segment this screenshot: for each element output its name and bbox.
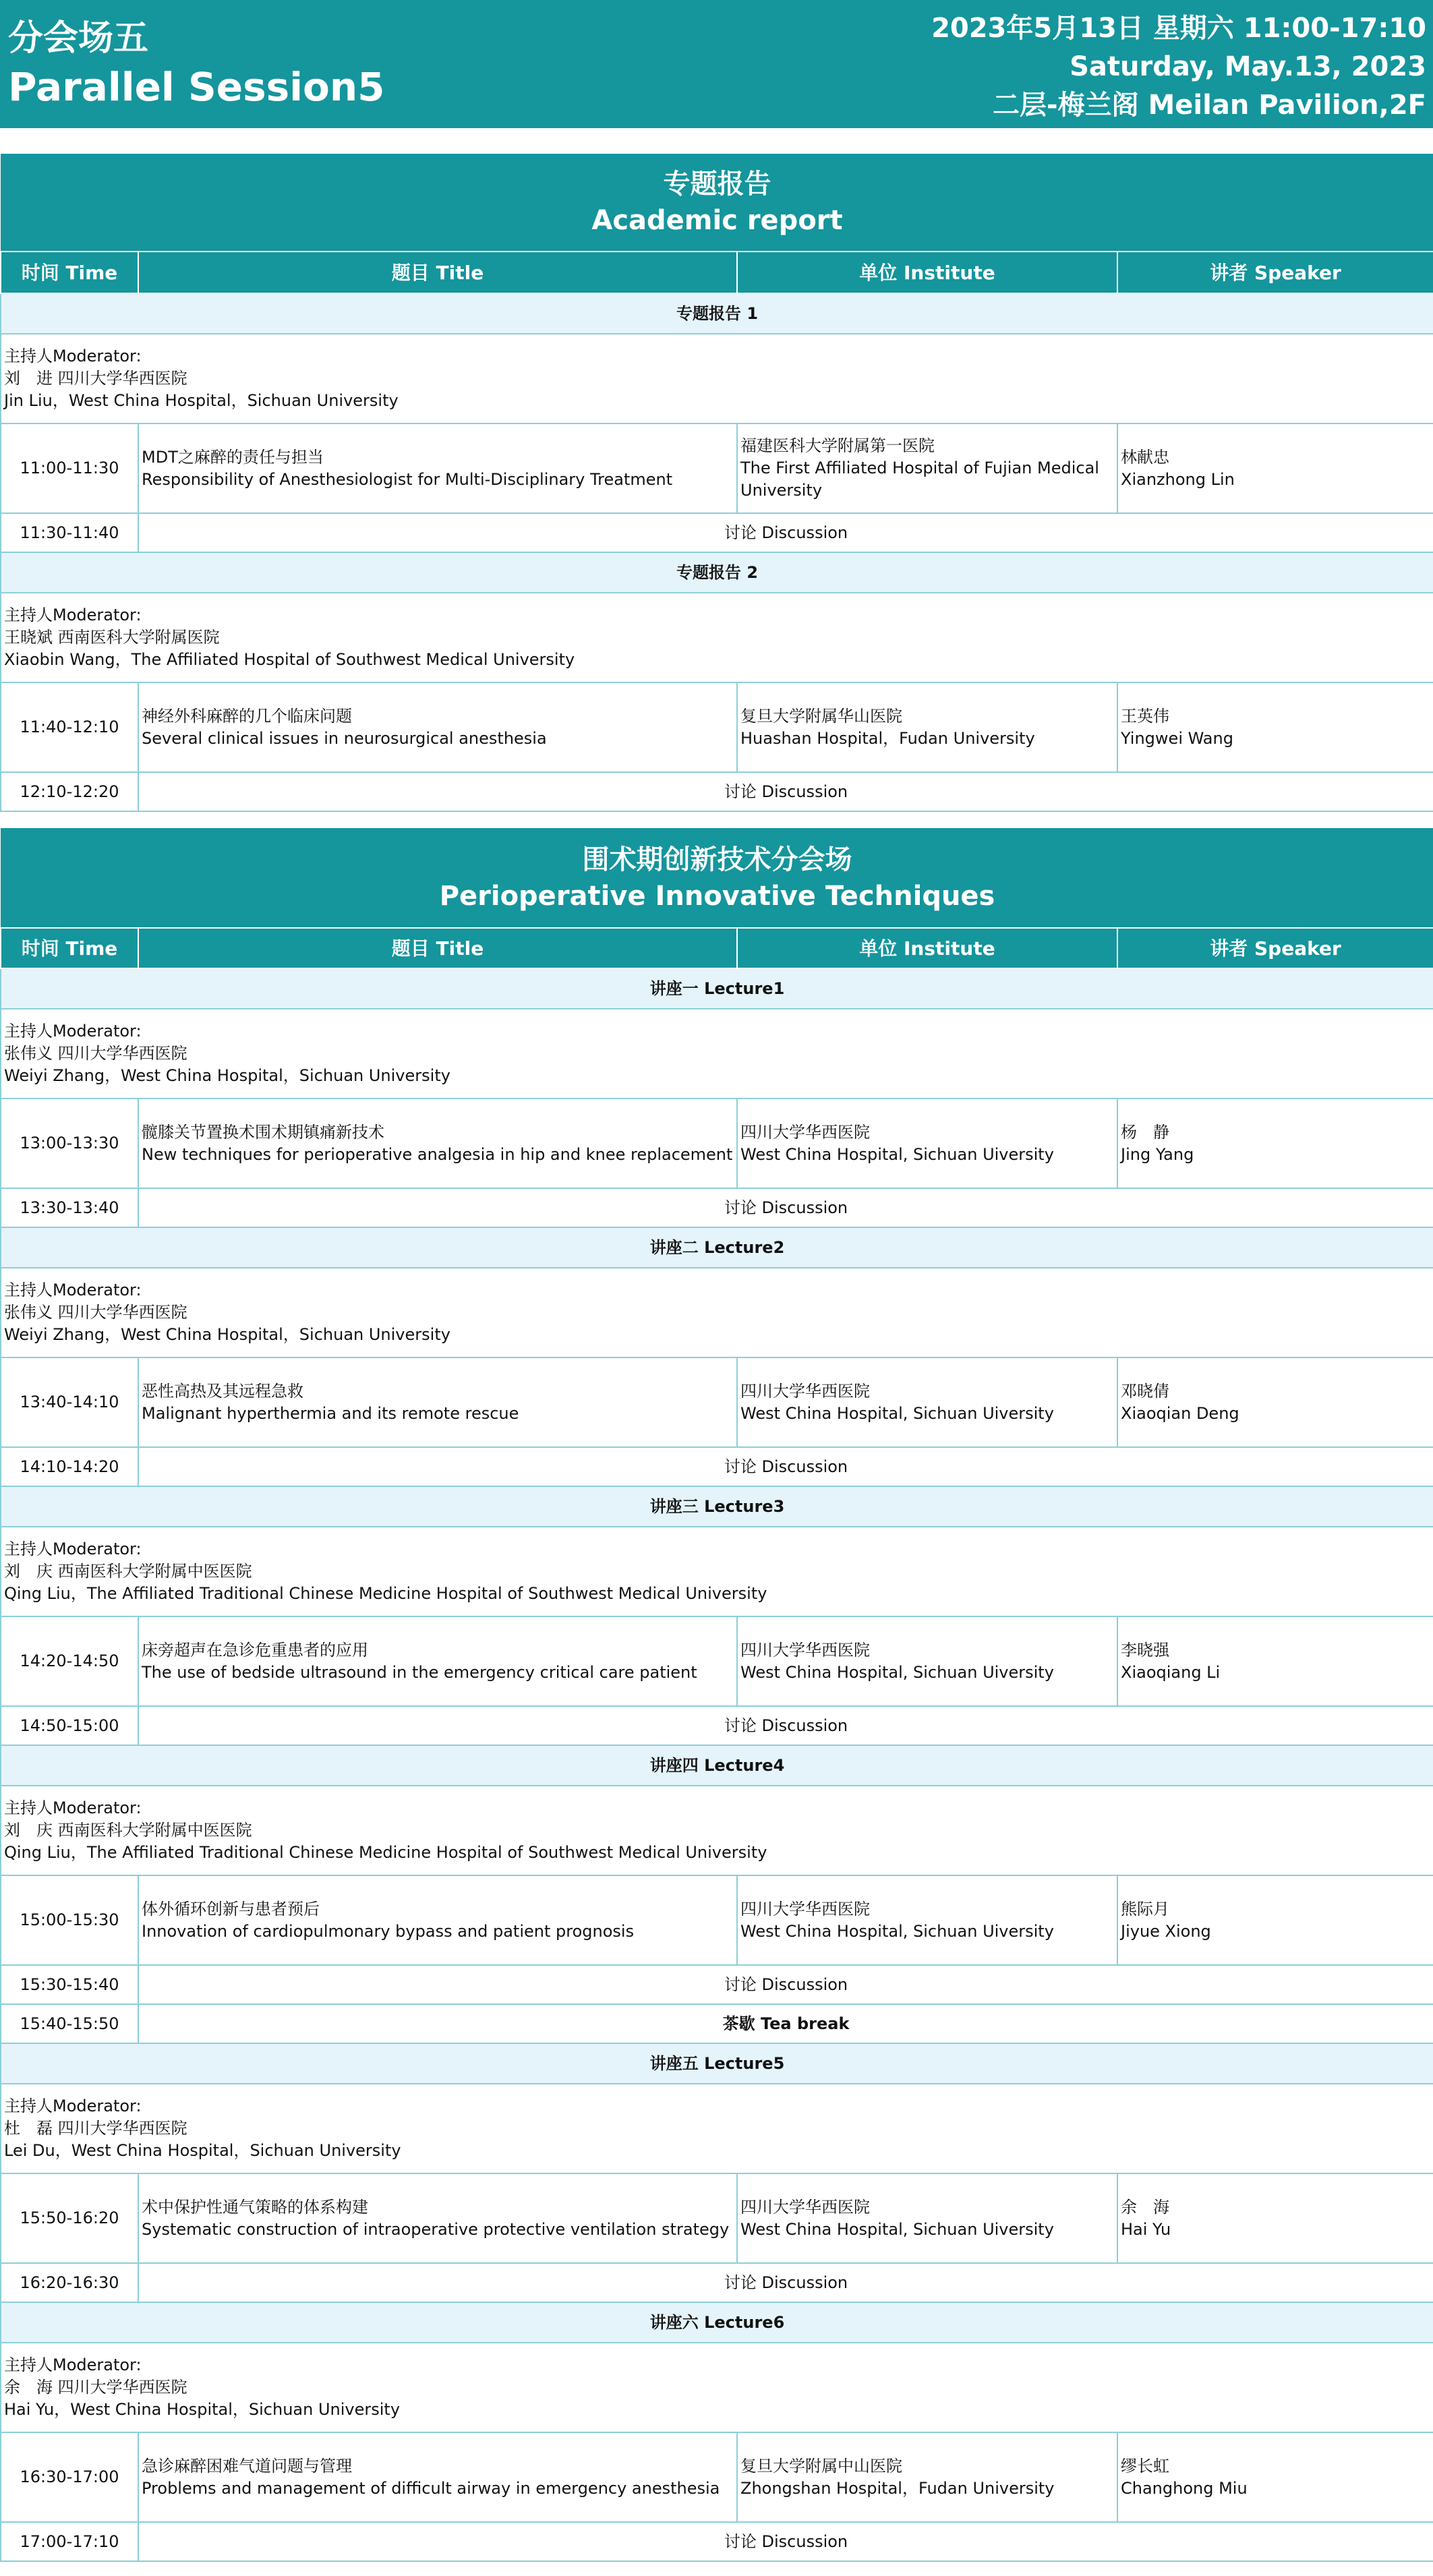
block-subtitle: 专题报告 1 <box>1 293 1433 334</box>
moderator-row: 主持人Moderator: 刘 庆 西南医科大学附属中医医院 Qing Liu，The Affiliated Traditional Chinese Medicine Hospital of Southwest Medical University <box>1 1527 1433 1616</box>
moderator-row <box>1 334 1433 423</box>
col-speaker: 讲者 Speaker <box>1117 928 1433 968</box>
talk-row: 14:20-14:50 床旁超声在急诊危重患者的应用 The use of bedside ultrasound in the emergency critical care patient 四川大学华西医院 West China Hospital, Sichuan Uiversity 李晓强 Xiaoqiang Li <box>1 1616 1433 1706</box>
moderator-en: Xiaobin Wang，The Affiliated Hospital of Southwest Medical University <box>4 650 575 669</box>
session-title-cn: 分会场五 <box>8 18 149 59</box>
session-meta <box>931 9 1426 125</box>
block-subtitle: 讲座二 Lecture2 <box>1 1227 1433 1268</box>
talk-row: 15:50-16:20 术中保护性通气策略的体系构建 Systematic construction of intraoperative protective ventilation strategy 四川大学华西医院 West China Hospital, Sichuan Uiversity 余 海 Hai Yu <box>1 2173 1433 2263</box>
moderator-row <box>1 593 1433 682</box>
section-title <box>1 154 1433 252</box>
talk-institute: 福建医科大学附属第一医院 The First Affiliated Hospital of Fujian Medical University <box>737 423 1117 513</box>
session-date-en: Saturday, May.13, 2023 <box>1070 51 1426 82</box>
discussion-row: 16:20-16:30 讨论 Discussion <box>1 2263 1433 2302</box>
talk-row: 13:00-13:30 髋膝关节置换术围术期镇痛新技术 New techniques for perioperative analgesia in hip and knee replacement 四川大学华西医院 West China Hospital, Sichuan Uiversity 杨 静 Jing Yang <box>1 1099 1433 1188</box>
block-subtitle: 讲座一 Lecture1 <box>1 968 1433 1009</box>
moderator-row: 主持人Moderator: 张伟义 四川大学华西医院 Weiyi Zhang，West China Hospital，Sichuan University <box>1 1268 1433 1357</box>
section-title-en: Academic report <box>591 205 843 236</box>
talk-title: MDT之麻醉的责任与担当 Responsibility of Anesthesiologist for Multi-Disciplinary Treatment <box>138 423 737 513</box>
session-title-en: Parallel Session5 <box>8 64 385 110</box>
column-headers <box>1 252 1433 293</box>
talk-title: 神经外科麻醉的几个临床问题 Several clinical issues in neurosurgical anesthesia <box>138 682 737 772</box>
discussion-row: 14:50-15:00 讨论 Discussion <box>1 1706 1433 1745</box>
moderator-cn: 刘 进 四川大学华西医院 <box>4 369 187 388</box>
schedule-table-innovative <box>0 828 1433 2562</box>
moderator-row: 主持人Moderator: 张伟义 四川大学华西医院 Weiyi Zhang，West China Hospital，Sichuan University <box>1 1009 1433 1099</box>
discussion-row: 15:30-15:40 讨论 Discussion <box>1 1965 1433 2004</box>
section-title-cn: 专题报告 <box>663 169 771 200</box>
moderator-row: 主持人Moderator: 刘 庆 西南医科大学附属中医医院 Qing Liu，The Affiliated Traditional Chinese Medicine Hospital of Southwest Medical University <box>1 1786 1433 1875</box>
session-date-cn: 2023年5月13日 星期六 11:00-17:10 <box>931 13 1426 44</box>
talk-time: 11:00-11:30 <box>1 423 138 513</box>
discussion-row: 13:30-13:40 讨论 Discussion <box>1 1188 1433 1227</box>
block-subtitle: 讲座五 Lecture5 <box>1 2043 1433 2084</box>
col-speaker: 讲者 Speaker <box>1117 252 1433 293</box>
talk-row: 15:00-15:30 体外循环创新与患者预后 Innovation of cardiopulmonary bypass and patient prognosis 四川大学华西医院 West China Hospital, Sichuan Uiversity 熊际月 Jiyue Xiong <box>1 1875 1433 1965</box>
section-title <box>1 828 1433 928</box>
col-title: 题目 Title <box>138 928 737 968</box>
discussion-row: 11:30-11:40 讨论 Discussion <box>1 513 1433 552</box>
section-title-en: Perioperative Innovative Techniques <box>439 880 995 912</box>
moderator-label: 主持人Moderator: <box>4 347 142 365</box>
block-subtitle: 专题报告 2 <box>1 552 1433 593</box>
col-institute: 单位 Institute <box>737 928 1117 968</box>
col-time: 时间 Time <box>1 928 138 968</box>
col-title: 题目 Title <box>138 252 737 293</box>
talk-row: 13:40-14:10 恶性高热及其远程急救 Malignant hyperthermia and its remote rescue 四川大学华西医院 West China Hospital, Sichuan Uiversity 邓晓倩 Xiaoqian Deng <box>1 1357 1433 1447</box>
talk-row: 16:30-17:00 急诊麻醉困难气道问题与管理 Problems and management of difficult airway in emergency anesthesia 复旦大学附属中山医院 Zhongshan Hospital，Fudan University 缪长虹 Changhong Miu <box>1 2432 1433 2522</box>
talk-speaker: 林献忠 Xianzhong Lin <box>1117 423 1433 513</box>
talk-time: 11:40-12:10 <box>1 682 138 772</box>
discussion-row: 12:10-12:20 讨论 Discussion <box>1 772 1433 811</box>
block-subtitle: 讲座三 Lecture3 <box>1 1486 1433 1527</box>
column-headers <box>1 928 1433 968</box>
discussion-row: 14:10-14:20 讨论 Discussion <box>1 1447 1433 1486</box>
col-institute: 单位 Institute <box>737 252 1117 293</box>
tea-break-row: 15:40-15:50 茶歇 Tea break <box>1 2004 1433 2043</box>
discussion-row: 17:00-17:10 讨论 Discussion <box>1 2522 1433 2561</box>
moderator-en: Jin Liu，West China Hospital，Sichuan University <box>4 391 399 410</box>
moderator-row: 主持人Moderator: 余 海 四川大学华西医院 Hai Yu，West China Hospital，Sichuan University <box>1 2343 1433 2432</box>
block-subtitle: 讲座四 Lecture4 <box>1 1745 1433 1786</box>
moderator-label: 主持人Moderator: <box>4 606 142 624</box>
talk-row <box>1 423 1433 513</box>
col-time: 时间 Time <box>1 252 138 293</box>
schedule-table-academic <box>0 154 1433 812</box>
talk-institute: 复旦大学附属华山医院 Huashan Hospital，Fudan University <box>737 682 1117 772</box>
moderator-row: 主持人Moderator: 杜 磊 四川大学华西医院 Lei Du，West China Hospital，Sichuan University <box>1 2084 1433 2173</box>
talk-speaker: 王英伟 Yingwei Wang <box>1117 682 1433 772</box>
block-subtitle: 讲座六 Lecture6 <box>1 2302 1433 2343</box>
section-title-cn: 围术期创新技术分会场 <box>582 844 852 875</box>
session-venue: 二层-梅兰阁 Meilan Pavilion,2F <box>992 90 1426 121</box>
moderator-cn: 王晓斌 西南医科大学附属医院 <box>4 628 220 647</box>
page-header <box>0 0 1433 128</box>
talk-row <box>1 682 1433 772</box>
